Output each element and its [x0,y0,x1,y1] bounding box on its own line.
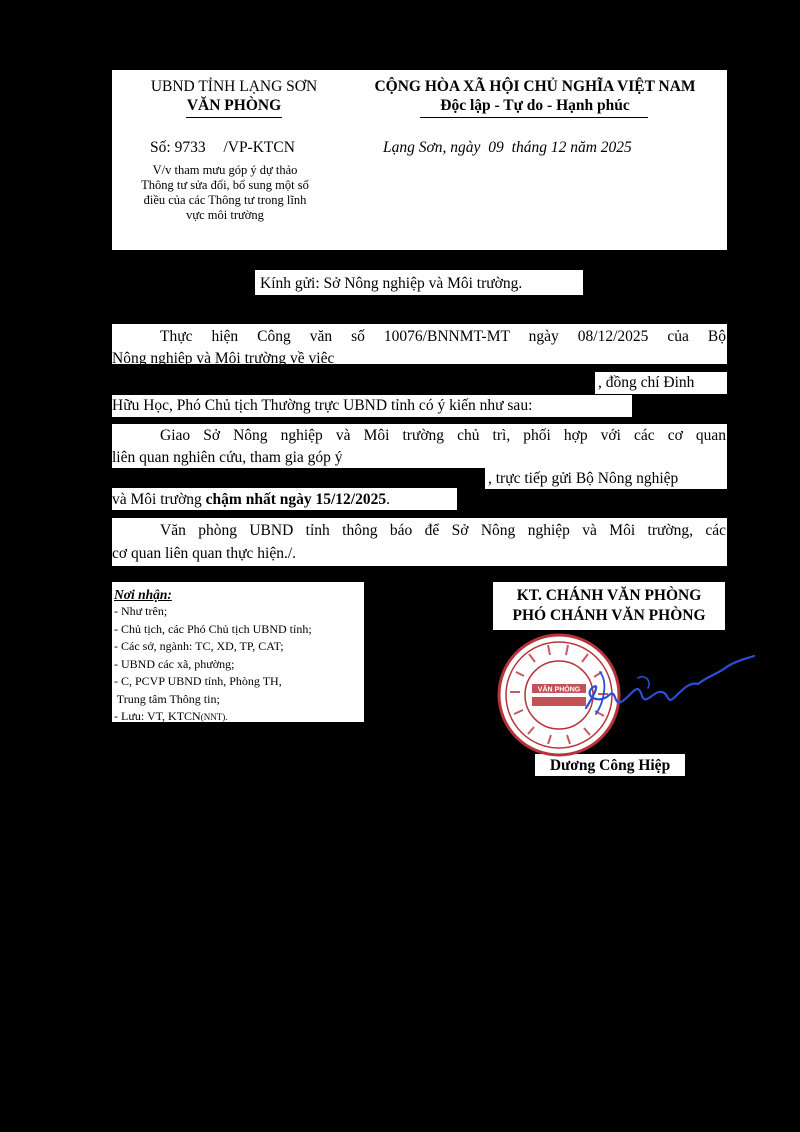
doc-number [150,139,295,157]
subject [112,163,338,223]
paragraph-3-line: cơ quan liên quan thực hiện./. [112,545,297,562]
recipients-title: Nơi nhận: [114,587,172,602]
place-date [383,139,632,157]
subject-line: V/v tham mưu góp ý dự thảo [152,163,298,177]
recipient-item: - UBND các xã, phường; [114,656,235,671]
paragraph-3-line: Văn phòng UBND tỉnh thông báo để Sở Nông nghiệp và Môi trường, các [160,522,726,539]
subject-line: vực môi trường [186,208,264,222]
place-date-label: Lạng Sơn, ngày [383,139,481,156]
deadline-prefix: và Môi trường [112,491,206,508]
recipient-item: - Các sở, ngành: TC, XD, TP, CAT; [114,639,284,653]
signer-role-1: KT. CHÁNH VĂN PHÒNG [516,587,702,604]
signer-role-2: PHÓ CHÁNH VĂN PHÒNG [512,607,706,624]
paragraph-2-line [112,491,390,509]
date-rest: tháng 12 năm 2025 [511,139,632,156]
paragraph-1-line: Hữu Học, Phó Chủ tịch Thường trực UBND tỉnh có ý kiến như sau: [112,397,533,414]
recipient-item: - Chủ tịch, các Phó Chủ tịch UBND tỉnh; [114,621,312,636]
deadline: chậm nhất ngày 15/12/2025 [205,491,387,508]
date-day: 09 [488,139,504,156]
motto: Độc lập - Tự do - Hạnh phúc [440,97,630,114]
paragraph-2-line: Giao Sở Nông nghiệp và Môi trường chủ trì, phối hợp với các cơ quan [160,427,726,444]
agency-parent: UBND TỈNH LẠNG SƠN [150,78,318,95]
subject-line: điều của các Thông tư trong lĩnh [143,193,307,207]
handwritten-signature-icon [578,652,758,722]
country-name: CỘNG HÒA XÃ HỘI CHỦ NGHĨA VIỆT NAM [374,78,696,95]
deadline-suffix: . [386,491,390,508]
doc-number-suffix: /VP-KTCN [223,139,295,156]
recipient-item: - C, PCVP UBND tỉnh, Phòng TH, [114,674,282,688]
signer-name: Dương Công Hiệp [549,757,671,774]
recipient-item [114,708,364,727]
doc-number-prefix: Số: [150,139,171,156]
recipient-line: Kính gửi: Sở Nông nghiệp và Môi trường. [260,275,523,292]
doc-number-value: 9733 [174,139,206,156]
recipient-item-suffix: (NNT). [200,712,228,722]
agency-name: VĂN PHÒNG [186,97,282,114]
paragraph-2-line: liên quan nghiên cứu, tham gia góp ý [112,449,343,466]
paragraph-2-line: , trực tiếp gửi Bộ Nông nghiệp [488,470,679,487]
paragraph-1-line: Nông nghiệp và Môi trường về việc [112,350,335,367]
recipient-item: Trung tâm Thông tin; [114,691,220,706]
paragraph-1-line: Thực hiện Công văn số 10076/BNNMT-MT ngày 08/12/2025 của Bộ [160,328,726,345]
recipient-item: - Như trên; [114,604,168,618]
recipient-item-text: - Lưu: VT, KTCN [114,709,201,723]
motto-underline [420,117,648,118]
agency-underline [186,117,282,118]
subject-line: Thông tư sửa đổi, bổ sung một số [141,178,309,192]
recipients-block [114,587,364,727]
seal-text: VĂN PHÒNG [537,686,581,694]
paragraph-1-line: , đồng chí Đinh [598,374,695,391]
